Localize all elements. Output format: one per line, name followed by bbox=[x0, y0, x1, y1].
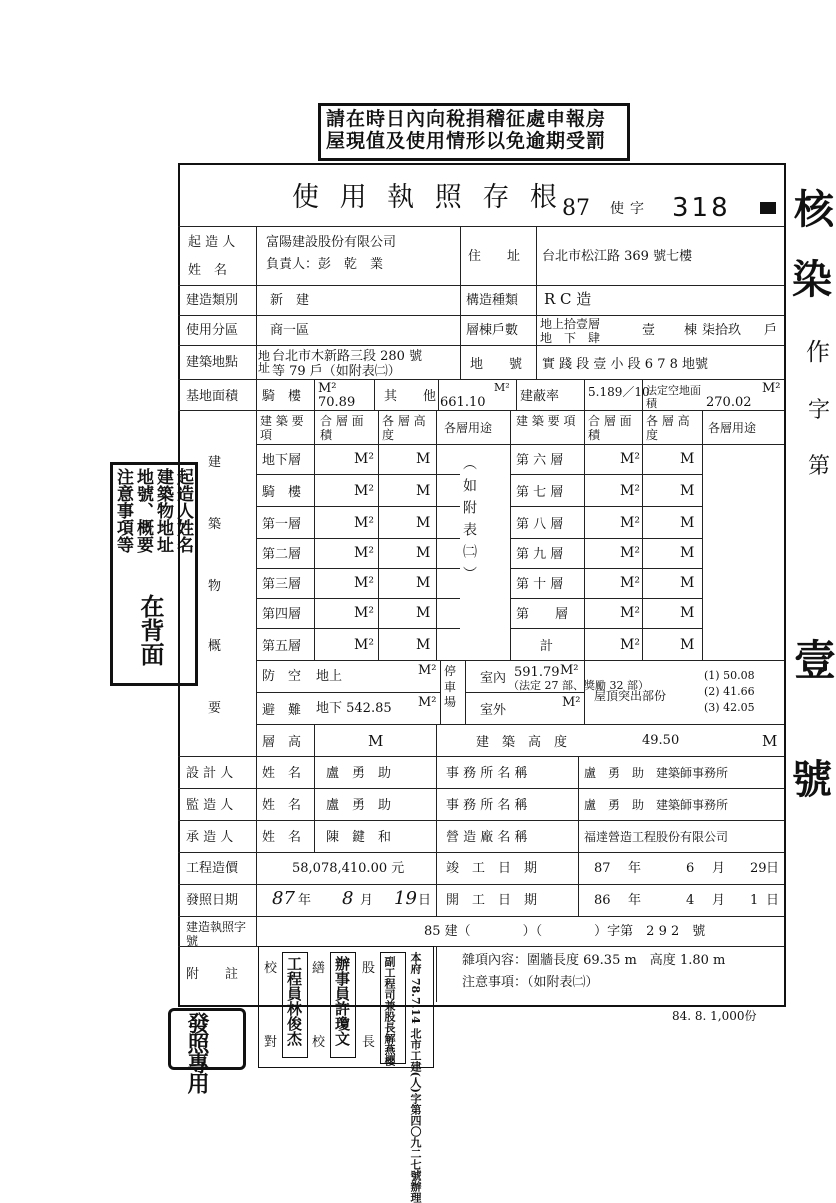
start-day: 1 bbox=[750, 893, 759, 908]
other-unit: M² bbox=[494, 381, 510, 394]
issue-day-unit: 日 bbox=[418, 893, 432, 908]
area-unit: M² bbox=[354, 515, 374, 531]
floor-label: 第 層 bbox=[516, 607, 569, 622]
start-year: 86 bbox=[594, 893, 611, 908]
parking-inner-unit: M² bbox=[560, 663, 579, 678]
completion-year: 87 bbox=[594, 861, 611, 876]
storey-height-label: 層 高 bbox=[262, 735, 302, 750]
year: 87 bbox=[562, 196, 590, 221]
side-stamp-line-2: 地號、概要 bbox=[133, 468, 153, 553]
area-unit: M² bbox=[354, 451, 374, 467]
other-value: 661.10 bbox=[440, 395, 486, 410]
completion-year-unit: 年 bbox=[628, 861, 642, 876]
side-stamp-line-4: 起造人姓名 bbox=[173, 468, 193, 553]
head-height-right: 各 層 高 度 bbox=[646, 414, 690, 443]
area-unit: M² bbox=[620, 545, 640, 561]
contractor-label: 承 造 人 bbox=[186, 830, 234, 845]
issue-day: 19 bbox=[394, 888, 417, 909]
building-height-label: 建 築 高 度 bbox=[476, 735, 568, 750]
supervisor-label: 監 造 人 bbox=[186, 798, 234, 813]
area-unit: M² bbox=[620, 575, 640, 591]
legal-open-unit: M² bbox=[762, 381, 781, 396]
issue-year-unit: 年 bbox=[298, 893, 312, 908]
margin-char: 第 bbox=[808, 454, 831, 479]
address-label: 住 址 bbox=[468, 249, 521, 264]
floor-label: 計 bbox=[540, 639, 554, 654]
signature-authority: 本府 78.7.14 北市工建(人)字第四〇九二七號辦理 bbox=[409, 952, 422, 1203]
shelter-above: 地上 bbox=[316, 669, 343, 684]
site-address: 台北市木新路三段 280 號 bbox=[272, 349, 423, 364]
height-unit: M bbox=[680, 483, 695, 499]
floors-below: 地 下 肆 bbox=[540, 331, 601, 345]
floor-label: 騎 樓 bbox=[262, 485, 302, 500]
issue-year: 87 bbox=[272, 888, 295, 909]
sign-label-section: 股 bbox=[362, 961, 376, 976]
height-unit: M bbox=[416, 605, 431, 621]
contractor-name: 陳 鍵 和 bbox=[326, 830, 392, 845]
issue-label: 發照日期 bbox=[186, 893, 239, 908]
supervisor-name: 盧 勇 助 bbox=[326, 798, 392, 813]
height-unit: M bbox=[416, 451, 431, 467]
completion-month: 6 bbox=[686, 861, 695, 876]
start-label: 開 工 日 期 bbox=[446, 893, 538, 908]
side-stamp-line-3: 建築物地址 bbox=[153, 468, 173, 553]
site-side: 地址 bbox=[258, 349, 271, 375]
lot-label: 地 號 bbox=[470, 357, 523, 372]
zone-value: 商一區 bbox=[270, 323, 310, 338]
signature-1: 工程員林俊杰 bbox=[285, 956, 303, 1046]
roof-excess-3: (3) 42.05 bbox=[704, 701, 755, 714]
official-seal-text: 發照專用 bbox=[184, 1012, 210, 1092]
parking-inner-label: 室內 bbox=[480, 671, 507, 686]
parking-outer-unit: M² bbox=[562, 695, 581, 710]
roof-excess-2: (2) 41.66 bbox=[704, 685, 755, 698]
area-unit: M² bbox=[354, 545, 374, 561]
height-unit: M bbox=[680, 605, 695, 621]
area-label: 基地面積 bbox=[186, 389, 239, 404]
completion-label: 竣 工 日 期 bbox=[446, 861, 538, 876]
shelter-label-1: 防 空 bbox=[262, 669, 302, 684]
floor-label: 第四層 bbox=[262, 607, 302, 622]
parking-inner-value: 591.79 bbox=[514, 665, 560, 680]
sign-label-check: 校 bbox=[264, 961, 278, 976]
contractor-name-label: 姓 名 bbox=[262, 830, 302, 845]
arcade-value: 70.89 bbox=[318, 395, 356, 410]
signature-2: 辦事員許瓊文 bbox=[333, 956, 351, 1046]
height-unit: M bbox=[680, 515, 695, 531]
building-side-label-3: 物 bbox=[208, 579, 222, 594]
permit-value: 85 建（ ）（ ）字第 2 9 2 號 bbox=[424, 924, 706, 939]
builder-rep: 負責人：彭 乾 業 bbox=[266, 257, 384, 272]
head-use-right: 各層用途 bbox=[708, 421, 757, 435]
legal-open-label: 法定空地面積 bbox=[646, 384, 701, 411]
floor-label: 第 八 層 bbox=[516, 517, 564, 532]
area-unit: M² bbox=[620, 451, 640, 467]
start-day-unit: 日 bbox=[766, 893, 780, 908]
building-side-label-2: 築 bbox=[208, 517, 222, 532]
height-unit: M bbox=[680, 637, 695, 653]
sign-label-copy: 繕 bbox=[312, 961, 326, 976]
designer-name-label: 姓 名 bbox=[262, 766, 302, 781]
sign-label-check-2: 對 bbox=[264, 1035, 278, 1050]
zone-label: 使用分區 bbox=[186, 323, 239, 338]
head-height-left: 各 層 高 度 bbox=[382, 414, 426, 443]
building-height-value: 49.50 bbox=[642, 733, 680, 748]
side-stamp-line-1: 注意事項等 bbox=[113, 468, 133, 553]
building-count-unit: 棟 bbox=[684, 323, 698, 338]
notice-line-2: 屋現值及使用情形以免逾期受罰 bbox=[326, 130, 607, 152]
permit-number: 318 bbox=[672, 193, 731, 223]
builder-label: 起 造 人 bbox=[188, 235, 236, 250]
floor-label: 第 六 層 bbox=[516, 453, 564, 468]
start-month: 4 bbox=[686, 893, 695, 908]
height-unit: M bbox=[416, 545, 431, 561]
floor-label: 地下層 bbox=[262, 453, 302, 468]
start-month-unit: 月 bbox=[712, 893, 726, 908]
sign-label-copy-2: 校 bbox=[312, 1035, 326, 1050]
cost-label: 工程造價 bbox=[186, 861, 239, 876]
head-item-left: 建 築 要 項 bbox=[260, 414, 304, 443]
contractor-office: 福達營造工程股份有限公司 bbox=[584, 830, 729, 844]
area-unit: M² bbox=[354, 575, 374, 591]
unit-count-unit: 戶 bbox=[764, 323, 778, 338]
contractor-office-label: 營 造 廠 名 稱 bbox=[446, 830, 528, 845]
structure-label: 構造種類 bbox=[466, 293, 519, 308]
floor-use-note: （如附表㈡） bbox=[461, 456, 477, 588]
arcade-label: 騎 樓 bbox=[262, 389, 302, 404]
building-height-unit: M bbox=[762, 732, 778, 750]
arcade-unit: M² bbox=[318, 381, 337, 396]
cost-value: 58,078,410.00 元 bbox=[292, 861, 405, 876]
structure-value: R C 造 bbox=[544, 290, 592, 308]
char: 字 bbox=[630, 201, 644, 217]
roof-excess-1: (1) 50.08 bbox=[704, 669, 755, 682]
margin-char: 號 bbox=[792, 756, 832, 803]
floor-label: 第 七 層 bbox=[516, 485, 564, 500]
height-unit: M bbox=[416, 637, 431, 653]
unit-count: 柒拾玖 bbox=[702, 323, 742, 338]
legal-open-value: 270.02 bbox=[706, 395, 752, 410]
area-unit: M² bbox=[354, 637, 374, 653]
floor-label: 第一層 bbox=[262, 517, 302, 532]
shelter-label-2: 避 難 bbox=[262, 703, 302, 718]
other-label: 其 他 bbox=[384, 389, 437, 404]
floor-label: 第三層 bbox=[262, 577, 302, 592]
margin-char: 核 bbox=[794, 186, 834, 233]
area-unit: M² bbox=[620, 483, 640, 499]
builder-address: 台北市松江路 369 號七樓 bbox=[542, 249, 693, 264]
parking-label: 停車場 bbox=[444, 664, 457, 710]
coverage-value: 5.189／10 bbox=[588, 385, 650, 399]
area-unit: M² bbox=[354, 605, 374, 621]
head-area-left: 合 層 面 積 bbox=[320, 414, 364, 443]
margin-char: 字 bbox=[808, 398, 831, 423]
shelter-below: 地下 542.85 bbox=[316, 701, 392, 716]
shelter-unit-2: M² bbox=[418, 695, 437, 710]
floor-label: 第 十 層 bbox=[516, 577, 564, 592]
parking-inner-note: （法定 27 部、獎勵 32 部） bbox=[508, 679, 649, 692]
side-stamp-red: 在背面 bbox=[136, 594, 165, 666]
area-unit: M² bbox=[620, 605, 640, 621]
parking-outer-label: 室外 bbox=[480, 703, 507, 718]
margin-char: 染 bbox=[792, 256, 832, 303]
supervisor-office-label: 事 務 所 名 稱 bbox=[446, 798, 528, 813]
signature-3: 副工程司兼股長解燕櫻 bbox=[383, 956, 396, 1066]
height-unit: M bbox=[680, 451, 695, 467]
start-year-unit: 年 bbox=[628, 893, 642, 908]
completion-day: 29 bbox=[750, 861, 767, 876]
storey-height-unit: M bbox=[368, 732, 384, 750]
margin-char: 作 bbox=[806, 338, 830, 366]
issue-month-unit: 月 bbox=[360, 893, 374, 908]
margin-char: 壹 bbox=[794, 636, 836, 685]
head-item-right: 建 築 要 項 bbox=[516, 414, 576, 428]
floor-label: 第五層 bbox=[262, 639, 302, 654]
height-unit: M bbox=[680, 545, 695, 561]
note-attention: 注意事項：（如附表㈡） bbox=[462, 975, 599, 990]
builder-label-name: 姓 名 bbox=[188, 263, 228, 278]
site-label: 建築地點 bbox=[186, 355, 239, 370]
notice-line-1: 請在時日內向稅捐稽征處申報房 bbox=[326, 108, 607, 130]
supervisor-name-label: 姓 名 bbox=[262, 798, 302, 813]
area-unit: M² bbox=[620, 637, 640, 653]
category-label: 建造類別 bbox=[186, 293, 239, 308]
note-items: 雜項內容：圍牆長度 69.35 m 高度 1.80 m bbox=[462, 953, 726, 968]
area-unit: M² bbox=[354, 483, 374, 499]
designer-office: 盧 勇 助 建築師事務所 bbox=[584, 766, 729, 780]
supervisor-office: 盧 勇 助 建築師事務所 bbox=[584, 798, 729, 812]
floors-above: 地上拾壹層 bbox=[540, 317, 601, 331]
number-mark bbox=[760, 202, 776, 214]
height-unit: M bbox=[416, 575, 431, 591]
lot-value: 實 踐 段 壹 小 段 6 7 8 地號 bbox=[542, 357, 709, 372]
head-area-right: 合 層 面 積 bbox=[588, 414, 632, 443]
category-value: 新 建 bbox=[270, 293, 310, 308]
completion-month-unit: 月 bbox=[712, 861, 726, 876]
area-unit: M² bbox=[620, 515, 640, 531]
height-unit: M bbox=[416, 515, 431, 531]
designer-name: 盧 勇 助 bbox=[326, 766, 392, 781]
building-side-label-1: 建 bbox=[208, 455, 222, 470]
site-address-2: 等 79 戶（如附表㈡） bbox=[272, 364, 401, 379]
floor-label: 第二層 bbox=[262, 547, 302, 562]
sign-label-section-2: 長 bbox=[362, 1035, 376, 1050]
designer-label: 設 計 人 bbox=[186, 766, 234, 781]
building-side-label-5: 要 bbox=[208, 701, 222, 716]
roof-excess-label: 屋頂突出部份 bbox=[594, 689, 667, 703]
floors-label: 層棟戶數 bbox=[466, 323, 519, 338]
footer-print: 84. 8. 1,000份 bbox=[672, 1009, 757, 1023]
head-use-left: 各層用途 bbox=[444, 421, 493, 435]
type-char: 使 bbox=[610, 201, 624, 217]
height-unit: M bbox=[680, 575, 695, 591]
note-label: 附 註 bbox=[186, 967, 239, 982]
coverage-label: 建蔽率 bbox=[520, 389, 560, 404]
designer-office-label: 事 務 所 名 稱 bbox=[446, 766, 528, 781]
completion-day-unit: 日 bbox=[766, 861, 780, 876]
form-title: 使 用 執 照 存 根 bbox=[292, 182, 563, 213]
shelter-unit-1: M² bbox=[418, 663, 437, 678]
issue-month: 8 bbox=[342, 888, 354, 909]
building-side-label-4: 概 bbox=[208, 639, 222, 654]
floor-label: 第 九 層 bbox=[516, 547, 564, 562]
permit-label: 建造執照字號 bbox=[186, 920, 247, 949]
height-unit: M bbox=[416, 483, 431, 499]
builder-name: 富陽建設股份有限公司 bbox=[266, 235, 397, 250]
building-count: 壹 bbox=[642, 323, 656, 338]
